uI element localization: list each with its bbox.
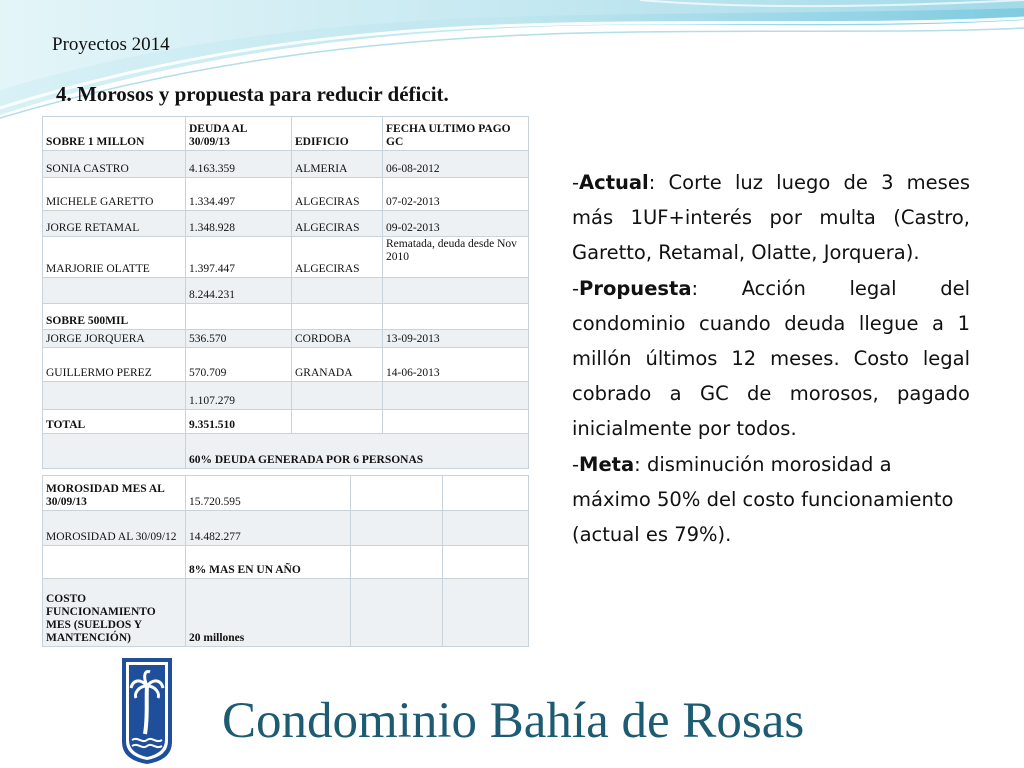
table-row xyxy=(43,304,529,330)
table-row xyxy=(43,278,529,304)
table-header-row xyxy=(43,117,529,151)
table-cell: 8% MAS EN UN AÑO xyxy=(186,546,351,579)
table-cell xyxy=(292,410,383,434)
table-cell: MICHELE GARETTO xyxy=(43,178,186,211)
table-cell: 15.720.595 xyxy=(186,476,351,511)
table-cell xyxy=(292,382,383,410)
meta-label: Meta xyxy=(579,452,635,476)
table-cell: 60% DEUDA GENERADA POR 6 PERSONAS xyxy=(186,434,529,469)
table-cell xyxy=(443,579,529,647)
table-cell xyxy=(383,278,529,304)
table-cell: ALGECIRAS xyxy=(292,237,383,278)
table-cell xyxy=(43,382,186,410)
table-cell xyxy=(351,579,443,647)
actual-paragraph: -Actual: Corte luz luego de 3 meses más 1UF+interés por multa (Castro, Garetto, Retamal, Olatte, Jorquera). xyxy=(572,171,970,265)
table-cell xyxy=(443,476,529,511)
table-cell: TOTAL xyxy=(43,410,186,434)
table-cell: GUILLERMO PEREZ xyxy=(43,348,186,382)
table-cell xyxy=(383,410,529,434)
brand-name: Condominio Bahía de Rosas xyxy=(222,693,805,749)
table-cell: 1.334.497 xyxy=(186,178,292,211)
table-cell: 4.163.359 xyxy=(186,151,292,178)
table-row xyxy=(43,382,529,410)
table-cell xyxy=(292,278,383,304)
palm-tree-logo-icon xyxy=(118,656,176,766)
header-title: Proyectos 2014 xyxy=(52,34,170,55)
table-cell xyxy=(43,278,186,304)
table-cell xyxy=(351,476,443,511)
table-cell: 570.709 xyxy=(186,348,292,382)
table-cell: JORGE RETAMAL xyxy=(43,211,186,237)
table-cell: COSTO FUNCIONAMIENTO MES (SUELDOS Y MANTENCIÓN) xyxy=(43,579,186,647)
actual-label: Actual xyxy=(579,171,649,194)
table-cell: ALMERIA xyxy=(292,151,383,178)
table-row xyxy=(43,546,529,579)
table-cell xyxy=(351,511,443,546)
table-cell: SOBRE 500MIL xyxy=(43,304,186,330)
table-cell xyxy=(443,511,529,546)
table-header-cell: SOBRE 1 MILLON xyxy=(43,117,186,151)
table-cell xyxy=(383,304,529,330)
table-cell: 13-09-2013 xyxy=(383,330,529,348)
table-row xyxy=(43,178,529,211)
table-header-cell: FECHA ULTIMO PAGO GC xyxy=(383,117,529,151)
table-cell: 9.351.510 xyxy=(186,410,292,434)
table-cell: 1.107.279 xyxy=(186,382,292,410)
table-cell: 536.570 xyxy=(186,330,292,348)
actual-text: : Corte luz luego de 3 meses más 1UF+interés por multa (Castro, Garetto, Retamal, Olatte, Jorquera). xyxy=(572,171,970,265)
table-row xyxy=(43,511,529,546)
table-cell: GRANADA xyxy=(292,348,383,382)
table-cell: MARJORIE OLATTE xyxy=(43,237,186,278)
meta-paragraph: -Meta: disminución morosidad a máximo 50% del costo funcionamiento (actual es 79%). xyxy=(572,452,954,547)
table-cell: SONIA CASTRO xyxy=(43,151,186,178)
table-row xyxy=(43,579,529,647)
table-cell: MOROSIDAD MES AL 30/09/13 xyxy=(43,476,186,511)
table-cell: JORGE JORQUERA xyxy=(43,330,186,348)
table-cell: ALGECIRAS xyxy=(292,178,383,211)
table-cell: 07-02-2013 xyxy=(383,178,529,211)
table-cell xyxy=(292,304,383,330)
table-cell xyxy=(383,382,529,410)
table-row xyxy=(43,410,529,434)
table-cell: 14-06-2013 xyxy=(383,348,529,382)
meta-text: : disminución morosidad a máximo 50% del costo funcionamiento (actual es 79%). xyxy=(572,452,954,547)
table-cell xyxy=(43,546,186,579)
table-row xyxy=(43,476,529,511)
table-cell: CORDOBA xyxy=(292,330,383,348)
table-row xyxy=(43,330,529,348)
table-cell: 20 millones xyxy=(186,579,351,647)
table-cell: ALGECIRAS xyxy=(292,211,383,237)
table-cell xyxy=(351,546,443,579)
propuesta-label: Propuesta xyxy=(579,276,692,300)
table-cell: 14.482.277 xyxy=(186,511,351,546)
table-header-cell: EDIFICIO xyxy=(292,117,383,151)
table-cell xyxy=(43,434,186,469)
table-cell: Rematada, deuda desde Nov 2010 xyxy=(383,237,529,278)
table-cell: 06-08-2012 xyxy=(383,151,529,178)
table-cell xyxy=(186,304,292,330)
table-cell: MOROSIDAD AL 30/09/12 xyxy=(43,511,186,546)
table-cell: 8.244.231 xyxy=(186,278,292,304)
proposal-text xyxy=(572,165,970,552)
table-row xyxy=(43,348,529,382)
section-subtitle: 4. Morosos y propuesta para reducir déficit. xyxy=(56,82,449,106)
table-cell xyxy=(443,546,529,579)
morosos-table xyxy=(42,116,529,469)
table-cell: 09-02-2013 xyxy=(383,211,529,237)
morosidad-table xyxy=(42,475,529,647)
table-row xyxy=(43,434,529,469)
table-row xyxy=(43,211,529,237)
table-cell: 1.348.928 xyxy=(186,211,292,237)
table-row xyxy=(43,237,529,278)
table-header-cell: DEUDA AL 30/09/13 xyxy=(186,117,292,151)
propuesta-paragraph: -Propuesta: Acción legal del condominio cuando deuda llegue a 1 millón últimos 12 meses. Costo legal cobrado a GC de morosos, pagado inicialmente por todos. xyxy=(572,276,970,441)
table-cell: 1.397.447 xyxy=(186,237,292,278)
table-row xyxy=(43,151,529,178)
propuesta-text: : Acción legal del condominio cuando deuda llegue a 1 millón últimos 12 meses. Costo legal cobrado a GC de morosos, pagado inicialmente por todos. xyxy=(572,276,970,441)
